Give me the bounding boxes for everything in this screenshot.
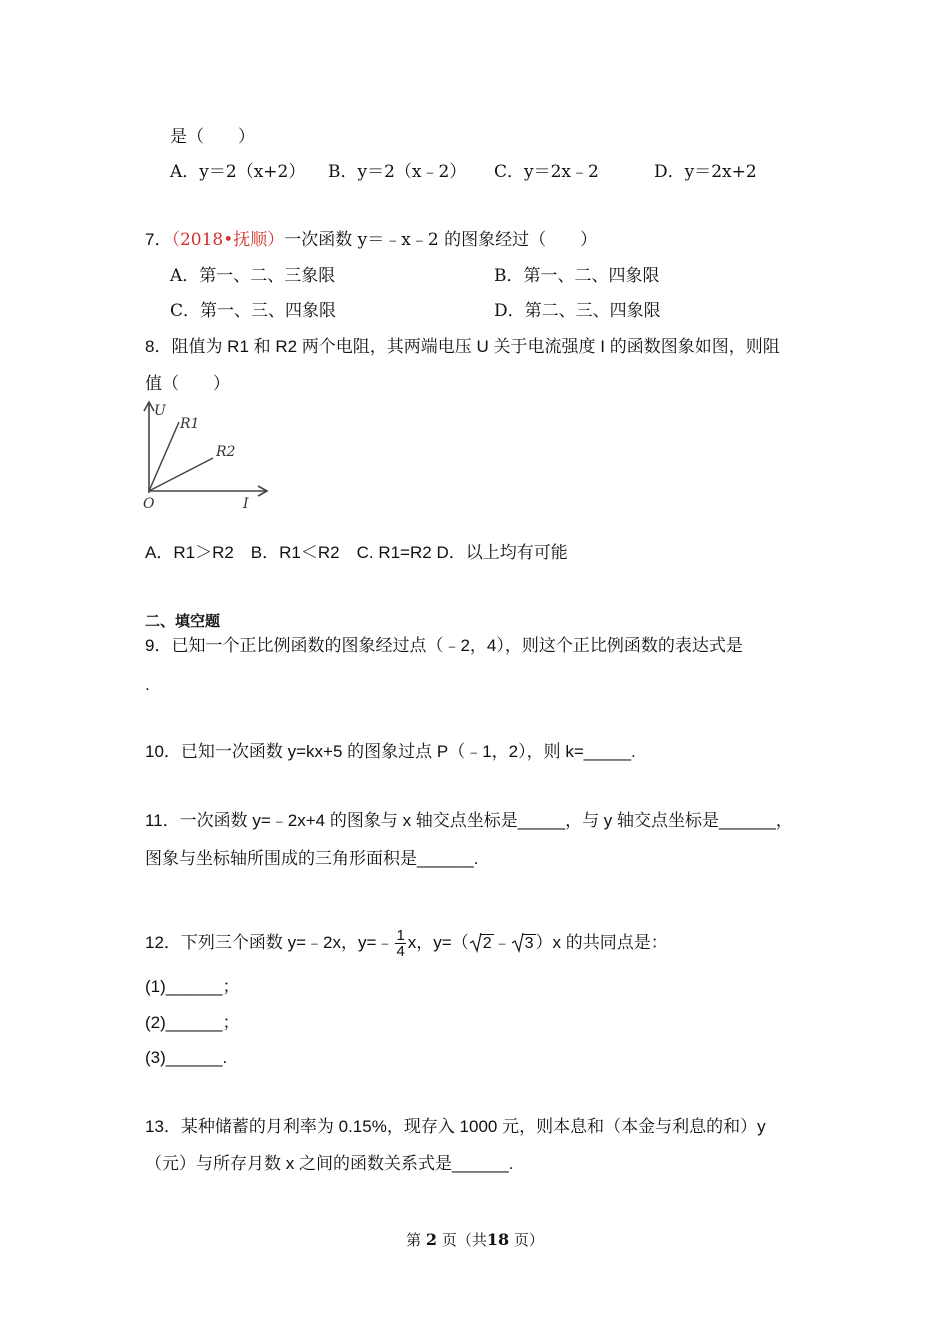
- q7-option-a: A．第一、二、三象限: [170, 266, 336, 286]
- label-i: I: [243, 496, 249, 512]
- section-title: 二、填空题: [145, 613, 221, 630]
- label-r2: R2: [216, 444, 236, 460]
- q9-line1: 9．已知一个正比例函数的图象经过点（﹣2，4），则这个正比例函数的表达式是: [145, 636, 743, 655]
- fraction-one-quarter: [395, 928, 405, 959]
- q10-text: 10．已知一次函数 y=kx+5 的图象过点 P（﹣1，2），则 k=_____.: [145, 742, 636, 761]
- q8-graph: [138, 398, 278, 516]
- q7-text: 一次函数 y＝﹣x﹣2 的图象经过（ ）: [284, 230, 598, 250]
- q12-part-c: ）x 的共同点是：: [535, 932, 668, 952]
- q12-blank-2: (2)______；: [145, 1013, 240, 1032]
- label-origin: O: [143, 496, 155, 512]
- q6-option-d: D．y＝2x+2: [654, 162, 757, 182]
- sqrt-3-radicand: 3: [524, 934, 534, 952]
- q7-option-b: B．第一、二、四象限: [494, 266, 660, 286]
- radical-sign-icon: [511, 930, 524, 954]
- fraction-denominator: 4: [396, 943, 405, 960]
- q8-options: A．R1＞R2 B．R1＜R2 C. R1=R2 D．以上均有可能: [145, 543, 568, 562]
- q13-line2: （元）与所存月数 x 之间的函数关系式是______.: [145, 1154, 514, 1173]
- sqrt-2-radicand: 2: [482, 934, 492, 952]
- label-u: U: [154, 403, 166, 419]
- q8-stem-line1: 8．阻值为 R1 和 R2 两个电阻，其两端电压 U 关于电流强度 I 的函数图象如图，则阻: [145, 337, 780, 356]
- q6-option-b: B．y＝2（x﹣2）: [328, 162, 467, 182]
- q7-option-c: C．第一、三、四象限: [170, 301, 337, 321]
- q12-part-b: x，y=（: [407, 932, 469, 952]
- line-r1: [149, 422, 179, 491]
- q7-number: 7．: [145, 230, 172, 249]
- q8-stem-line2: 值（ ）: [145, 374, 230, 394]
- q11-line2: 图象与坐标轴所围成的三角形面积是______.: [145, 849, 479, 868]
- q12-blank-1: (1)______；: [145, 977, 240, 996]
- q7-source: （2018•抚顺）: [171, 230, 285, 250]
- q13-line1: 13．某种储蓄的月利率为 0.15%，现存入 1000 元，则本息和（本金与利息的和）y: [145, 1117, 766, 1136]
- sqrt-3: [511, 933, 536, 955]
- fraction-numerator: 1: [396, 927, 405, 944]
- footer-mid: 页（共: [441, 1231, 487, 1249]
- q6-continuation: 是（ ）: [170, 127, 255, 147]
- q12-blank-3: (3)______.: [145, 1048, 228, 1067]
- footer-total-pages: 18: [486, 1230, 510, 1249]
- label-r1: R1: [180, 416, 200, 432]
- q9-line2: .: [145, 675, 150, 694]
- radical-sign-icon: [469, 930, 482, 954]
- q11-line1: 11．一次函数 y=﹣2x+4 的图象与 x 轴交点坐标是_____，与 y 轴交点坐标是______，: [145, 811, 793, 830]
- footer-post: 页）: [513, 1231, 544, 1249]
- q6-option-c: C．y＝2x﹣2: [494, 162, 599, 182]
- q7-stem: [145, 229, 597, 251]
- q12-minus: ﹣: [493, 932, 511, 952]
- sqrt-2: [469, 933, 494, 955]
- q12-part-a: 12．下列三个函数 y=﹣2x，y=﹣: [145, 932, 394, 952]
- footer-pre: 第: [406, 1231, 422, 1249]
- q12-stem: [145, 928, 668, 959]
- line-r2: [149, 458, 213, 491]
- footer-page-number: 2: [425, 1230, 438, 1249]
- q7-option-d: D．第二、三、四象限: [494, 301, 661, 321]
- q6-option-a: A．y＝2（x+2）: [170, 162, 306, 182]
- page-footer: [0, 1229, 950, 1250]
